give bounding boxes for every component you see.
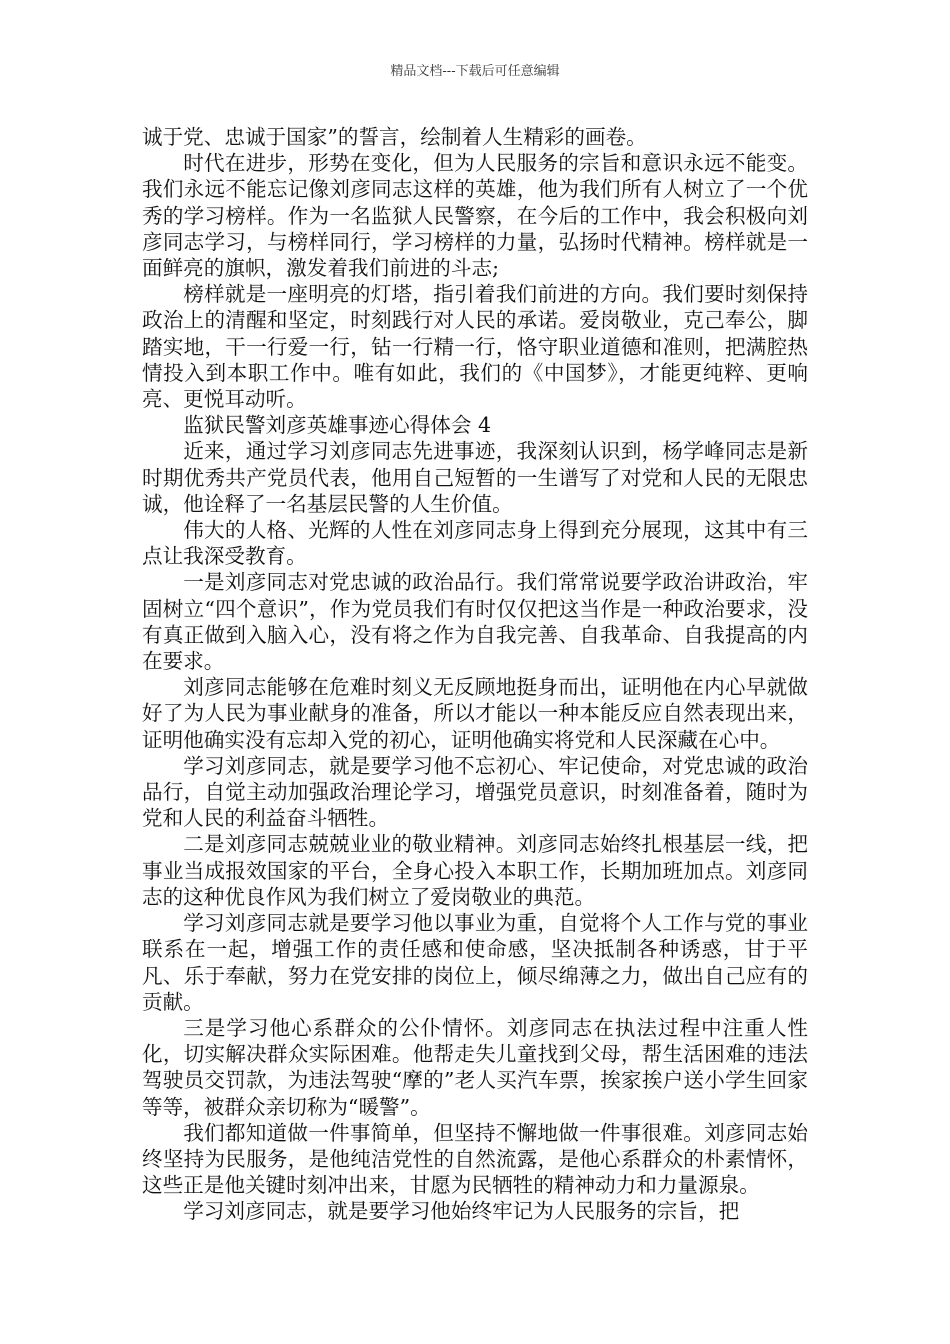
paragraph: 学习刘彦同志，就是要学习他不忘初心、牢记使命，对党忠诚的政治品行，自觉主动加强政治理论学习，增强党员意识，时刻准备着，随时为党和人民的利益奋斗牺牲。: [142, 753, 808, 831]
paragraph: 刘彦同志能够在危难时刻义无反顾地挺身而出，证明他在内心早就做好了为人民为事业献身的准备，所以才能以一种本能反应自然表现出来，证明他确实没有忘却入党的初心，证明他确实将党和人民深藏在心中。: [142, 675, 808, 752]
paragraph: 二是刘彦同志兢兢业业的敬业精神。刘彦同志始终扎根基层一线，把事业当成报效国家的平台，全身心投入本职工作，长期加班加点。刘彦同志的这种优良作风为我们树立了爱岗敬业的典范。: [142, 832, 808, 909]
section-title: 监狱民警刘彦英雄事迹心得体会 4: [183, 413, 492, 438]
paragraph: 学习刘彦同志，就是要学习他始终牢记为人民服务的宗旨，把: [183, 1199, 740, 1224]
paragraph: 榜样就是一座明亮的灯塔，指引着我们前进的方向。我们要时刻保持政治上的清醒和坚定，时刻践行对人民的承诺。爱岗敬业，克己奉公，脚踏实地，干一行爱一行，钻一行精一行，恪守职业道德和准则，把满腔热情投入到本职工作中。唯有如此，我们的《中国梦》，才能更纯粹、更响亮、更悦耳动听。: [142, 282, 808, 412]
paragraph: 学习刘彦同志就是要学习他以事业为重，自觉将个人工作与党的事业联系在一起，增强工作的责任感和使命感，坚决抵制各种诱惑，甘于平凡、乐于奉献，努力在党安排的岗位上，倾尽绵薄之力，做出自己应有的贡献。: [142, 911, 808, 1014]
page-header: 精品文档---下载后可任意编辑: [390, 64, 560, 79]
paragraph: 一是刘彦同志对党忠诚的政治品行。我们常常说要学政治讲政治，牢固树立“四个意识”，作为党员我们有时仅仅把这当作是一种政治要求，没有真正做到入脑入心，没有将之作为自我完善、自我革命、自我提高的内在要求。: [142, 570, 808, 674]
paragraph: 时代在进步，形势在变化，但为人民服务的宗旨和意识永远不能变。我们永远不能忘记像刘彦同志这样的英雄，他为我们所有人树立了一个优秀的学习榜样。作为一名监狱人民警察，在今后的工作中，我会积极向刘彦同志学习，与榜样同行，学习榜样的力量，弘扬时代精神。榜样就是一面鲜亮的旗帜，激发着我们前进的斗志;: [142, 151, 808, 281]
paragraph: 三是学习他心系群众的公仆情怀。刘彦同志在执法过程中注重人性化，切实解决群众实际困难。他帮走失儿童找到父母，帮生活困难的违法驾驶员交罚款，为违法驾驶“摩的”老人买汽车票，挨家挨户送小学生回家等等，被群众亲切称为“暖警”。: [142, 1015, 808, 1119]
document-body: [142, 124, 808, 1225]
paragraph: 我们都知道做一件事简单，但坚持不懈地做一件事很难。刘彦同志始终坚持为民服务，是他纯洁党性的自然流露，是他心系群众的朴素情怀，这些正是他关键时刻冲出来，甘愿为民牺牲的精神动力和力量源泉。: [142, 1120, 808, 1198]
paragraph: 伟大的人格、光辉的人性在刘彦同志身上得到充分展现，这其中有三点让我深受教育。: [142, 518, 808, 569]
paragraph: 诚于党、忠诚于国家”的誓言，绘制着人生精彩的画卷。: [142, 125, 647, 149]
paragraph: 近来，通过学习刘彦同志先进事迹，我深刻认识到，杨学峰同志是新时期优秀共产党员代表，他用自己短暂的一生谱写了对党和人民的无限忠诚，他诠释了一名基层民警的人生价值。: [142, 439, 808, 516]
